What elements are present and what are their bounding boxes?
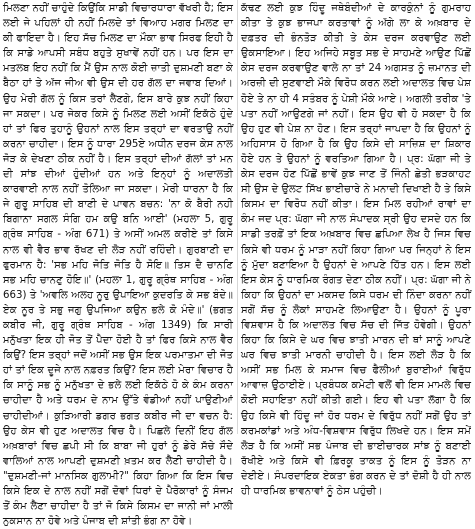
article-left-column <box>3 1 233 528</box>
right-column-text: ਕੱਢਣ ਲਈ ਕੁਝ ਹਿੰਦੂ ਜਥੇਬੰਦੀਆਂ ਦੇ ਕਾਰਕੁੰਨਾਂ ਨੂੰ ਗੁਮਰਾਹ ਕੀਤਾ ਤੇ ਕੁਝ ਭਾਜਪਾ ਕਰਤਾਵਾਂ ਨੂੰ ਅੱਗੇ ਲਾ ਕੇ ਅਖ਼ਬਾਰ ਦੇ ਦਫ਼ਤਰ ਦੀ ਭੰਨਤੋੜ ਕੀਤੀ ਤੇ ਕੇਸ ਦਰਜ ਕਰਵਾਉਣ ਲਈ ਉਕਸਾਇਆ। ਇਹ ਅਜਿਹੇ ਸਬੂਤ ਸਭ ਦੇ ਸਾਹਮਣੇ ਆਉਣ ਪਿੱਛੋਂ ਕੇਸ ਦਰਜ ਕਰਵਾਉਣ ਵਾਲੇ ਨਾ ਤਾਂ 24 ਅਗਸਤ ਨੂੰ ਜ਼ਮਾਨਤ ਦੀ ਅਰਜ਼ੀ ਦੀ ਸੁਣਵਾਈ ਮੌਕੇ ਵਿਰੋਧ ਕਰਨ ਲਈ ਅਦਾਲਤ ਵਿਚ ਪੇਸ਼ ਹੋਏ ਤੇ ਨਾ ਹੀ 4 ਸਤੰਬਰ ਨੂੰ ਪੇਸ਼ੀ ਮੌਕੇ ਆਏ। ਅਗਲੀ ਤਰੀਕ 'ਤੇ ਪਤਾ ਨਹੀਂ ਆਉਣਗੇ ਜਾਂ ਨਹੀਂ। ਇਸ ਉਹ ਵੀ ਹੋ ਸਕਦਾ ਹੈ ਕਿ ਉਹ ਹੁਣ ਵੀ ਪੇਸ਼ ਨਾ ਹੋਣ। ਇਸ ਤਰ੍ਹਾਂ ਜਾਪਦਾ ਹੈ ਕਿ ਉਹਨਾਂ ਨੂੰ ਅਹਿਸਾਸ ਹੋ ਗਿਆ ਹੈ ਕਿ ਉਹ ਕਿਸੇ ਦੀ ਸਾਜ਼ਿਸ਼ ਦਾ ਸ਼ਿਕਾਰ ਹੋਏ ਹਨ ਤੇ ਉਹਨਾਂ ਨੂੰ ਵਰਤਿਆ ਗਿਆ ਹੈ। ਪ੍ਰ: ਘੱਗਾ ਜੀ ਤੇ ਕੇਸ ਦਰਜ ਹੋਣ ਪਿੱਛੋਂ ਭਾਵੇਂ ਕੁਝ ਜਾਣ ਤੋਂ ਜਿੰਨੀ ਛੇਤੀ ਭੜਕਾਹਟ ਸੀ ਉਸ ਦੇ ਉਲਟ ਸਿੱਖ ਭਾਈਚਾਰੇ ਨੇ ਮਨਾਦੀ ਦਿਖਾਈ ਹੈ ਤੇ ਕਿਸੇ ਕਿਸਮ ਦਾ ਵਿਰੋਧ ਨਹੀਂ ਕੀਤਾ। ਇਸ ਮਿਲ ਰਹੀਆਂ ਰਾਵਾਂ ਦਾ ਕੰਮ ਜਦ ਪ੍ਰ: ਘੱਗਾ ਜੀ ਨਾਲ ਸੰਪਾਦਕ ਸ੍ਰੀ ਉਹ ਦਸਦੇ ਹਨ ਕਿ ਸਾਡੀ ਤਰਫ਼ੋਂ ਤਾਂ ਇਕ ਅਖ਼ਬਾਰ ਵਿਚ ਛਪਿਆ ਲੇਖ ਹੈ ਜਿਸ ਵਿਚ ਕਿਸੇ ਵੀ ਧਰਮ ਨੂੰ ਮਾੜਾ ਨਹੀਂ ਕਿਹਾ ਗਿਆ ਪਰ ਜਿਨ੍ਹਾਂ ਨੇ ਇਸ ਨੂੰ ਮੁੱਦਾ ਬਣਾਇਆ ਹੈ ਉਹਨਾਂ ਦੇ ਆਪਣੇ ਹਿੱਤ ਹਨ। ਇਸ ਲਈ ਇਸ ਕੇਸ ਨੂੰ ਧਾਰਮਿਕ ਰੰਗਤ ਦੇਣਾ ਠੀਕ ਨਹੀਂ। ਪ੍ਰ: ਘੱਗਾ ਜੀ ਨੇ ਕਿਹਾ ਕਿ ਉਹਨਾਂ ਦਾ ਮਕਸਦ ਕਿਸੇ ਧਰਮ ਦੀ ਨਿੰਦਾ ਕਰਨਾ ਨਹੀਂ ਸਗੋਂ ਸੱਚ ਨੂੰ ਲੋਕਾਂ ਸਾਹਮਣੇ ਲਿਆਉਣਾ ਹੈ। ਉਹਨਾਂ ਨੂੰ ਪੂਰਾ ਵਿਸ਼ਵਾਸ ਹੈ ਕਿ ਅਦਾਲਤ ਵਿਚ ਸੱਚ ਦੀ ਜਿੱਤ ਹੋਵੇਗੀ। ਉਹਨਾਂ ਕਿਹਾ ਕਿ ਕਿਸੇ ਦੇ ਘਰ ਵਿਚ ਝਾਤੀ ਮਾਰਨ ਦੀ ਥਾਂ ਸਾਨੂੰ ਆਪਣੇ ਘਰ ਵਿਚ ਝਾਤੀ ਮਾਰਨੀ ਚਾਹੀਦੀ ਹੈ। ਇਸ ਲਈ ਲੋੜ ਹੈ ਕਿ ਅਸੀਂ ਸਭ ਮਿਲ ਕੇ ਸਮਾਜ ਵਿਚ ਫੈਲੀਆਂ ਬੁਰਾਈਆਂ ਵਿਰੁੱਧ ਆਵਾਜ਼ ਉਠਾਈਏ। ਪ੍ਰਬੰਧਕ ਕਮੇਟੀ ਵਲੋਂ ਵੀ ਇਸ ਮਾਮਲੇ ਵਿਚ ਕੋਈ ਸਹਾਇਤਾ ਨਹੀਂ ਕੀਤੀ ਗਈ। ਇਹ ਵੀ ਪਤਾ ਲੱਗਾ ਹੈ ਕਿ ਉਹ ਕਿਸੇ ਵੀ ਹਿੰਦੂ ਜਾਂ ਹੋਰ ਧਰਮ ਦੇ ਵਿਰੁੱਧ ਨਹੀਂ ਸਗੋਂ ਉਹ ਤਾਂ ਕਰਮਕਾਂਡਾਂ ਅਤੇ ਅੰਧ-ਵਿਸ਼ਵਾਸ ਵਿਰੁੱਧ ਲਿਖਦੇ ਹਨ। ਇਸ ਸਮੇਂ ਲੋੜ ਹੈ ਕਿ ਅਸੀਂ ਸਭ ਪੰਜਾਬ ਦੀ ਭਾਈਚਾਰਕ ਸਾਂਝ ਨੂੰ ਬਣਾਈ ਰੱਖੀਏ ਅਤੇ ਕਿਸੇ ਵੀ ਫ਼ਿਰਕੂ ਤਾਕਤ ਨੂੰ ਇਸ ਨੂੰ ਤੋੜਨ ਨਾ ਦੇਈਏ। ਸੰਪਰਦਾਇਕ ਏਕਤਾ ਭੰਗ ਕਰਨ ਦੇ ਤਾਂ ਦੋਸ਼ੀ ਹੈ ਹੀ ਨਾਲ ਹੀ ਧਾਰਮਿਕ ਭਾਵਨਾਵਾਂ ਨੂੰ ਠੇਸ ਪਹੁੰਚੀ। <box>241 3 471 497</box>
column-divider <box>237 0 238 434</box>
article-right-column <box>241 1 471 497</box>
left-column-text: ਮਿਲਣਾ ਨਹੀਂ ਚਾਹੁੰਦੇ ਕਿਉਂਕਿ ਸਾਡੀ ਵਿਚਾਰਧਾਰਾ ਵੱਖਰੀ ਹੈ; ਇਸ ਲਈ ਜੇ ਪਹਿਲਾਂ ਹੀ ਨਹੀਂ ਮਿਲਦੇ ਤਾਂ ਵਿਆਹ ਮਗਰ ਮਿਲਣ ਦਾ ਕੀ ਫਾਇਦਾ ਹੈ। ਇਹ ਸੱਚ ਮਿਲਣ ਦਾ ਮੌਕਾ ਭਾਵ ਸਿਰਫ ਇਹੀ ਹੈ ਕਿ ਸਾਡੇ ਆਪਸੀ ਸਬੰਧ ਬਹੁਤੇ ਸੁਖਾਵੇਂ ਨਹੀਂ ਹਨ। ਪਰ ਇਸ ਦਾ ਮਤਲਬ ਇਹ ਨਹੀਂ ਕਿ ਮੈਂ ਉਸ ਨਾਲ ਕੋਈ ਜ਼ਾਤੀ ਦੁਸ਼ਮਣੀ ਬਣਾ ਕੇ ਬੈਠਾ ਹਾਂ ਤੇ ਅੱਜ ਜੀਅ ਵੀ ਉਸ ਦੀ ਹਰ ਗੱਲ ਦਾ ਜਵਾਬ ਦਿਆਂ। ਉਹ ਮੇਰੀ ਗੱਲ ਨੂੰ ਕਿਸ ਤਰਾਂ ਲੈਣਗੇ, ਇਸ ਬਾਰੇ ਕੁਝ ਨਹੀਂ ਕਿਹਾ ਜਾ ਸਕਦਾ। ਪਰ ਜੇਕਰ ਕਿਸੇ ਨੂੰ ਮਿਲਣ ਲਈ ਅਸੀਂ ਇਕੱਠੇ ਹੁੰਦੇ ਹਾਂ ਤਾਂ ਫਿਰ ਤੁਹਾਨੂੰ ਉਹਨਾਂ ਨਾਲ ਇਸ ਤਰ੍ਹਾਂ ਦਾ ਵਰਤਾਉ ਨਹੀਂ ਕਰਨਾ ਚਾਹੀਦਾ। ਇਸ ਨੂੰ ਧਾਰਾ 295ਏ ਅਧੀਨ ਦਰਜ ਕੇਸ ਨਾਲ ਜੋੜ ਕੇ ਦੇਖਣਾ ਠੀਕ ਨਹੀਂ ਹੈ। ਇਸ ਤਰ੍ਹਾਂ ਦੀਆਂ ਗੱਲਾਂ ਤਾਂ ਮਨ ਦੀ ਸਾਂਝ ਦੀਆਂ ਹੁੰਦੀਆਂ ਹਨ ਅਤੇ ਇਨ੍ਹਾਂ ਨੂੰ ਅਦਾਲਤੀ ਕਾਰਵਾਈ ਨਾਲ ਨਹੀਂ ਤੋਲਿਆ ਜਾ ਸਕਦਾ। ਮੇਰੀ ਧਾਰਨਾ ਹੈ ਕਿ ਜੇ ਗੁਰੂ ਸਾਹਿਬ ਦੀ ਬਾਣੀ ਦੇ ਪਾਵਨ ਬਚਨ: 'ਨਾ ਕੋ ਬੈਰੀ ਨਹੀ ਬਿਗਾਨਾ ਸਗਲ ਸੰਗਿ ਹਮ ਕਉ ਬਨਿ ਆਈ' (ਮਹਲਾ 5, ਗੁਰੂ ਗ੍ਰੰਥ ਸਾਹਿਬ - ਅੰਗ 671) ਤੇ ਅਸੀਂ ਅਮਲ ਕਰੀਏ ਤਾਂ ਕਿਸੇ ਨਾਲ ਵੀ ਵੈਰ ਭਾਵ ਰੱਖਣ ਦੀ ਲੋੜ ਨਹੀਂ ਰਹਿੰਦੀ। ਗੁਰਬਾਣੀ ਦਾ ਫੁਰਮਾਨ ਹੈ: 'ਸਭ ਮਹਿ ਜੋਤਿ ਜੋਤਿ ਹੈ ਸੋਇ॥ ਤਿਸ ਦੈ ਚਾਨਣਿ ਸਭ ਮਹਿ ਚਾਨਣੁ ਹੋਇ॥' (ਮਹਲਾ 1, ਗੁਰੂ ਗ੍ਰੰਥ ਸਾਹਿਬ - ਅੰਗ 663) ਤੇ 'ਅਵਲਿ ਅਲਹ ਨੂਰੁ ਉਪਾਇਆ ਕੁਦਰਤਿ ਕੇ ਸਭ ਬੰਦੇ॥ ਏਕ ਨੂਰ ਤੇ ਸਭੁ ਜਗੁ ਉਪਜਿਆ ਕਉਨ ਭਲੇ ਕੋ ਮੰਦੇ॥' (ਭਗਤ ਕਬੀਰ ਜੀ, ਗੁਰੂ ਗ੍ਰੰਥ ਸਾਹਿਬ - ਅੰਗ 1349) ਕਿ ਸਾਰੀ ਮਨੁੱਖਤਾ ਇਕ ਹੀ ਜੋਤ ਤੋਂ ਪੈਦਾ ਹੋਈ ਹੈ ਤਾਂ ਫਿਰ ਕਿਸੇ ਨਾਲ ਵੈਰ ਕਿਉਂ? ਇਸ ਤਰ੍ਹਾਂ ਜਦੋਂ ਅਸੀਂ ਸਭ ਉਸ ਇਕ ਪਰਮਾਤਮਾ ਦੀ ਜੋਤ ਹਾਂ ਤਾਂ ਇਕ ਦੂਜੇ ਨਾਲ ਨਫ਼ਰਤ ਕਿਉਂ? ਇਸ ਲਈ ਮੇਰਾ ਵਿਚਾਰ ਹੈ ਕਿ ਸਾਨੂੰ ਸਭ ਨੂੰ ਮਨੁੱਖਤਾ ਦੇ ਭਲੇ ਲਈ ਇਕੱਠੇ ਹੋ ਕੇ ਕੰਮ ਕਰਨਾ ਚਾਹੀਦਾ ਹੈ ਅਤੇ ਧਰਮ ਦੇ ਨਾਮ ਉੱਤੇ ਵੰਡੀਆਂ ਨਹੀਂ ਪਾਉਣੀਆਂ ਚਾਹੀਦੀਆਂ। ਕੁੜਿਆਰੀ ਡਗਰ ਭਗਤ ਕਬੀਰ ਜੀ ਦਾ ਵਚਨ ਹੈ: ਉਹ ਕੇਸ ਵੀ ਹੁਣ ਅਦਾਲਤ ਵਿਚ ਹੈ। ਪਿਛਲੇ ਦਿਨੀਂ ਇਹ ਗੱਲ ਅਖ਼ਬਾਰਾਂ ਵਿਚ ਛਪੀ ਸੀ ਕਿ ਬਾਬਾ ਜੀ ਹੁਰਾਂ ਨੂੰ ਡੇਰੇ ਸੱਚੇ ਸੌਦੇ ਵਾਲਿਆਂ ਨਾਲ ਆਪਣੀ ਦੁਸ਼ਮਣੀ ਖ਼ਤਮ ਕਰ ਲੈਣੀ ਚਾਹੀਦੀ ਹੈ। "ਦੁਸ਼ਮਣੀ-ਜਾਂ ਮਾਨਸਿਕ ਗੁਲਾਮੀ?" ਕਿਹਾ ਗਿਆ ਕਿ ਇਸ ਵਿਚ ਕਿਸੇ ਇਕ ਦੇ ਨਾਲ ਨਹੀਂ ਸਗੋਂ ਦੋਵਾਂ ਧਿਰਾਂ ਦੇ ਪੈਰੋਕਾਰਾਂ ਨੂੰ ਸੰਜਮ ਤੋਂ ਕੰਮ ਲੈਣਾ ਚਾਹੀਦਾ ਹੈ ਤਾਂ ਜੋ ਕਿਸੇ ਕਿਸਮ ਦਾ ਜਾਨੀ ਜਾਂ ਮਾਲੀ ਨੁਕਸਾਨ ਨਾ ਹੋਵੇ ਅਤੇ ਪੰਜਾਬ ਦੀ ਸ਼ਾਂਤੀ ਭੰਗ ਨਾ ਹੋਵੇ। <box>3 3 233 528</box>
